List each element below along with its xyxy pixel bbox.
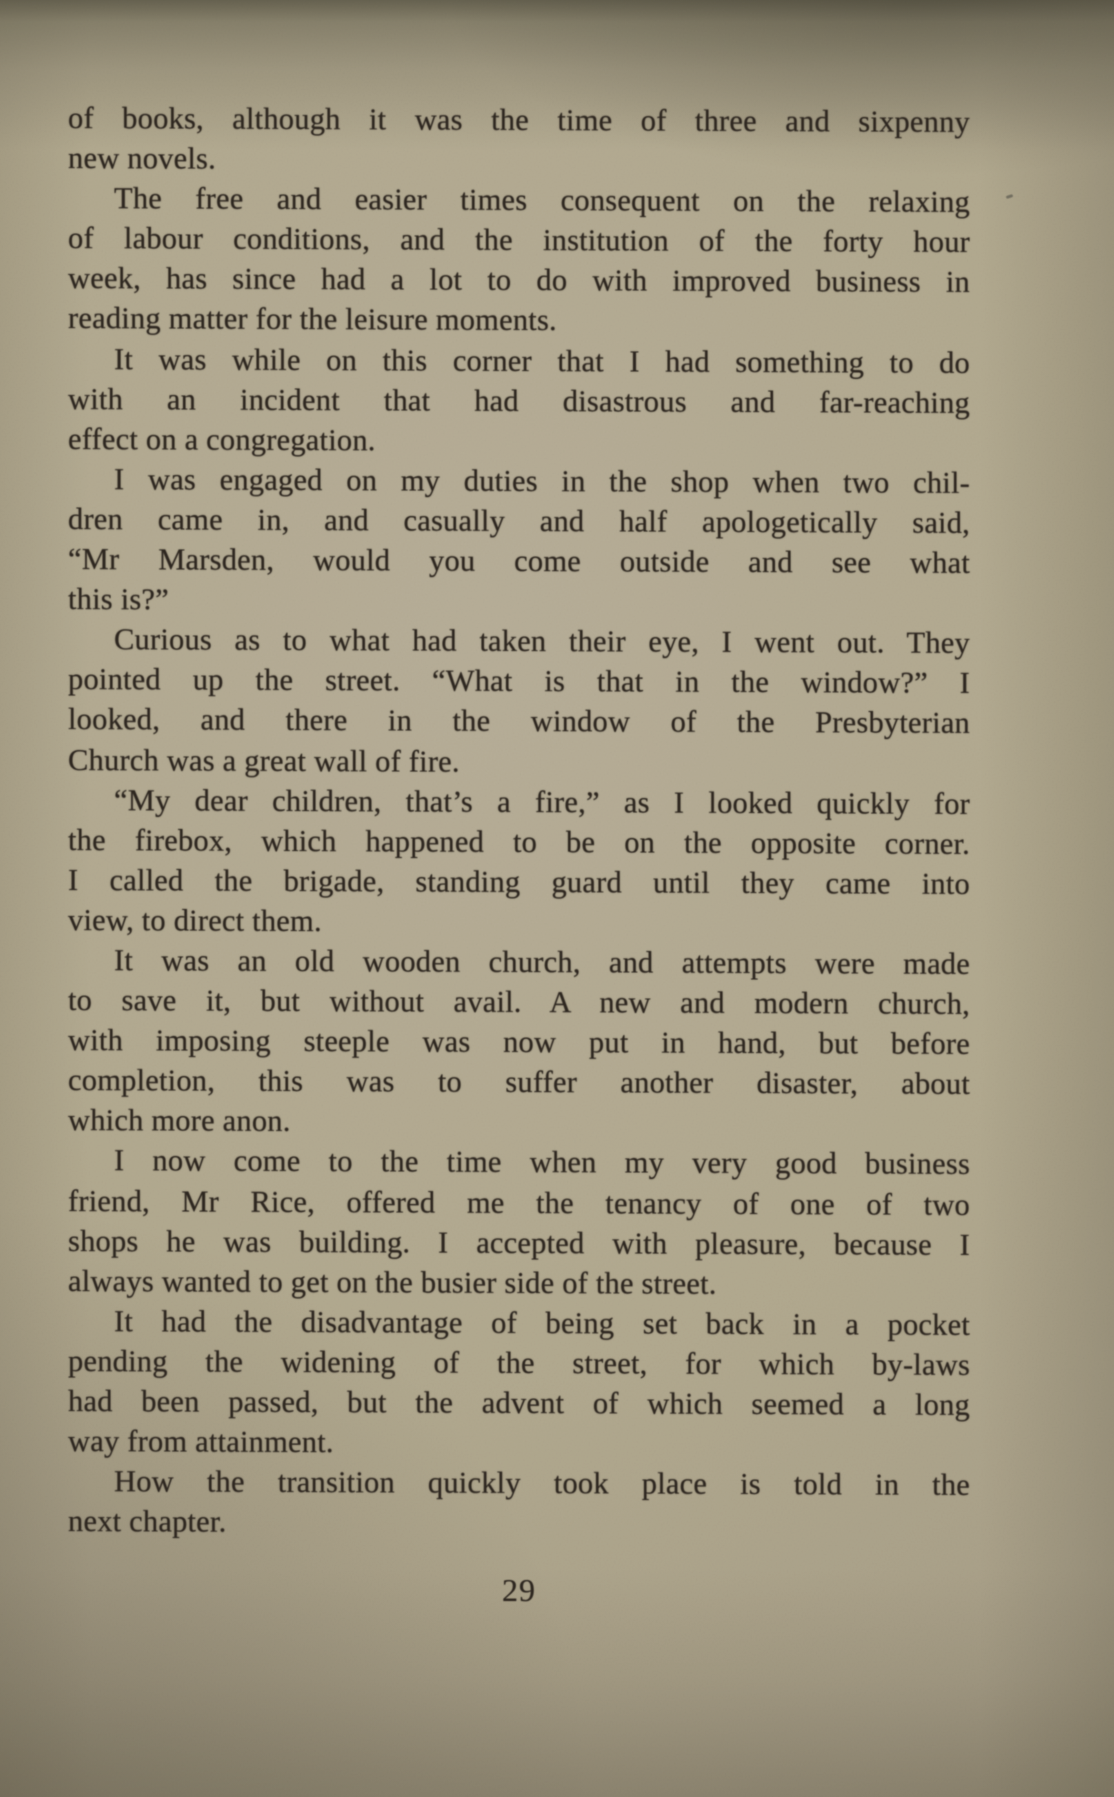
text-line: of books, although it was the time of three and sixpenny — [68, 101, 970, 139]
text-line: way from attainment. — [68, 1424, 334, 1460]
text-line: “Mr Marsden, would you come outside and see what — [68, 542, 970, 580]
text-line: with imposing steeple was now put in hand, but before — [68, 1023, 970, 1062]
text-line: which more anon. — [68, 1103, 291, 1139]
text-line: It was while on this corner that I had something to do — [114, 341, 970, 380]
text-line: looked, and there in the window of the Presbyterian — [68, 702, 970, 741]
text-line: The free and easier times consequent on the relaxing — [114, 181, 970, 220]
text-line: always wanted to get on the busier side of the street. — [68, 1263, 717, 1301]
text-line: of labour conditions, and the institution of the forty hour — [68, 221, 970, 260]
text-line: reading matter for the leisure moments. — [68, 301, 557, 338]
text-line: week, has since had a lot to do with improved business in — [68, 261, 970, 300]
text-line: this is?” — [68, 582, 169, 617]
text-line: It was an old wooden church, and attempts were made — [114, 943, 970, 981]
text-line: I was engaged on my duties in the shop when two chil- — [114, 462, 970, 500]
text-line: view, to direct them. — [68, 902, 322, 938]
text-line: It had the disadvantage of being set back in a pocket — [114, 1304, 970, 1342]
page-number: 29 — [502, 1572, 536, 1608]
text-line: shops he was building. I accepted with pleasure, because I — [68, 1223, 970, 1262]
text-line: “My dear children, that’s a fire,” as I looked quickly for — [114, 782, 970, 821]
text-line: Church was a great wall of fire. — [68, 742, 460, 779]
text-line: to save it, but without avail. A new and modern church, — [68, 983, 970, 1021]
text-line: new novels. — [68, 141, 216, 176]
text-line: pending the widening of the street, for which by-laws — [68, 1343, 970, 1382]
text-line: next chapter. — [68, 1504, 227, 1539]
text-line: pointed up the street. “What is that in the window?” I — [68, 662, 970, 701]
text-line: I now come to the time when my very good business — [114, 1143, 970, 1182]
text-line: dren came in, and casually and half apologetically said, — [68, 501, 970, 540]
body-text — [68, 98, 970, 1545]
text-line: Curious as to what had taken their eye, I went out. They — [114, 622, 970, 661]
text-line: How the transition quickly took place is told in the — [114, 1464, 970, 1503]
text-line: effect on a congregation. — [68, 421, 376, 458]
text-line: completion, this was to suffer another disaster, about — [68, 1063, 970, 1102]
text-line: the firebox, which happened to be on the opposite corner. — [68, 822, 970, 861]
text-line: with an incident that had disastrous and far-reaching — [68, 381, 970, 420]
text-line: I called the brigade, standing guard until they came into — [68, 862, 970, 901]
text-line: had been passed, but the advent of which seemed a long — [68, 1384, 970, 1422]
text-line: friend, Mr Rice, offered me the tenancy of one of two — [68, 1183, 970, 1222]
